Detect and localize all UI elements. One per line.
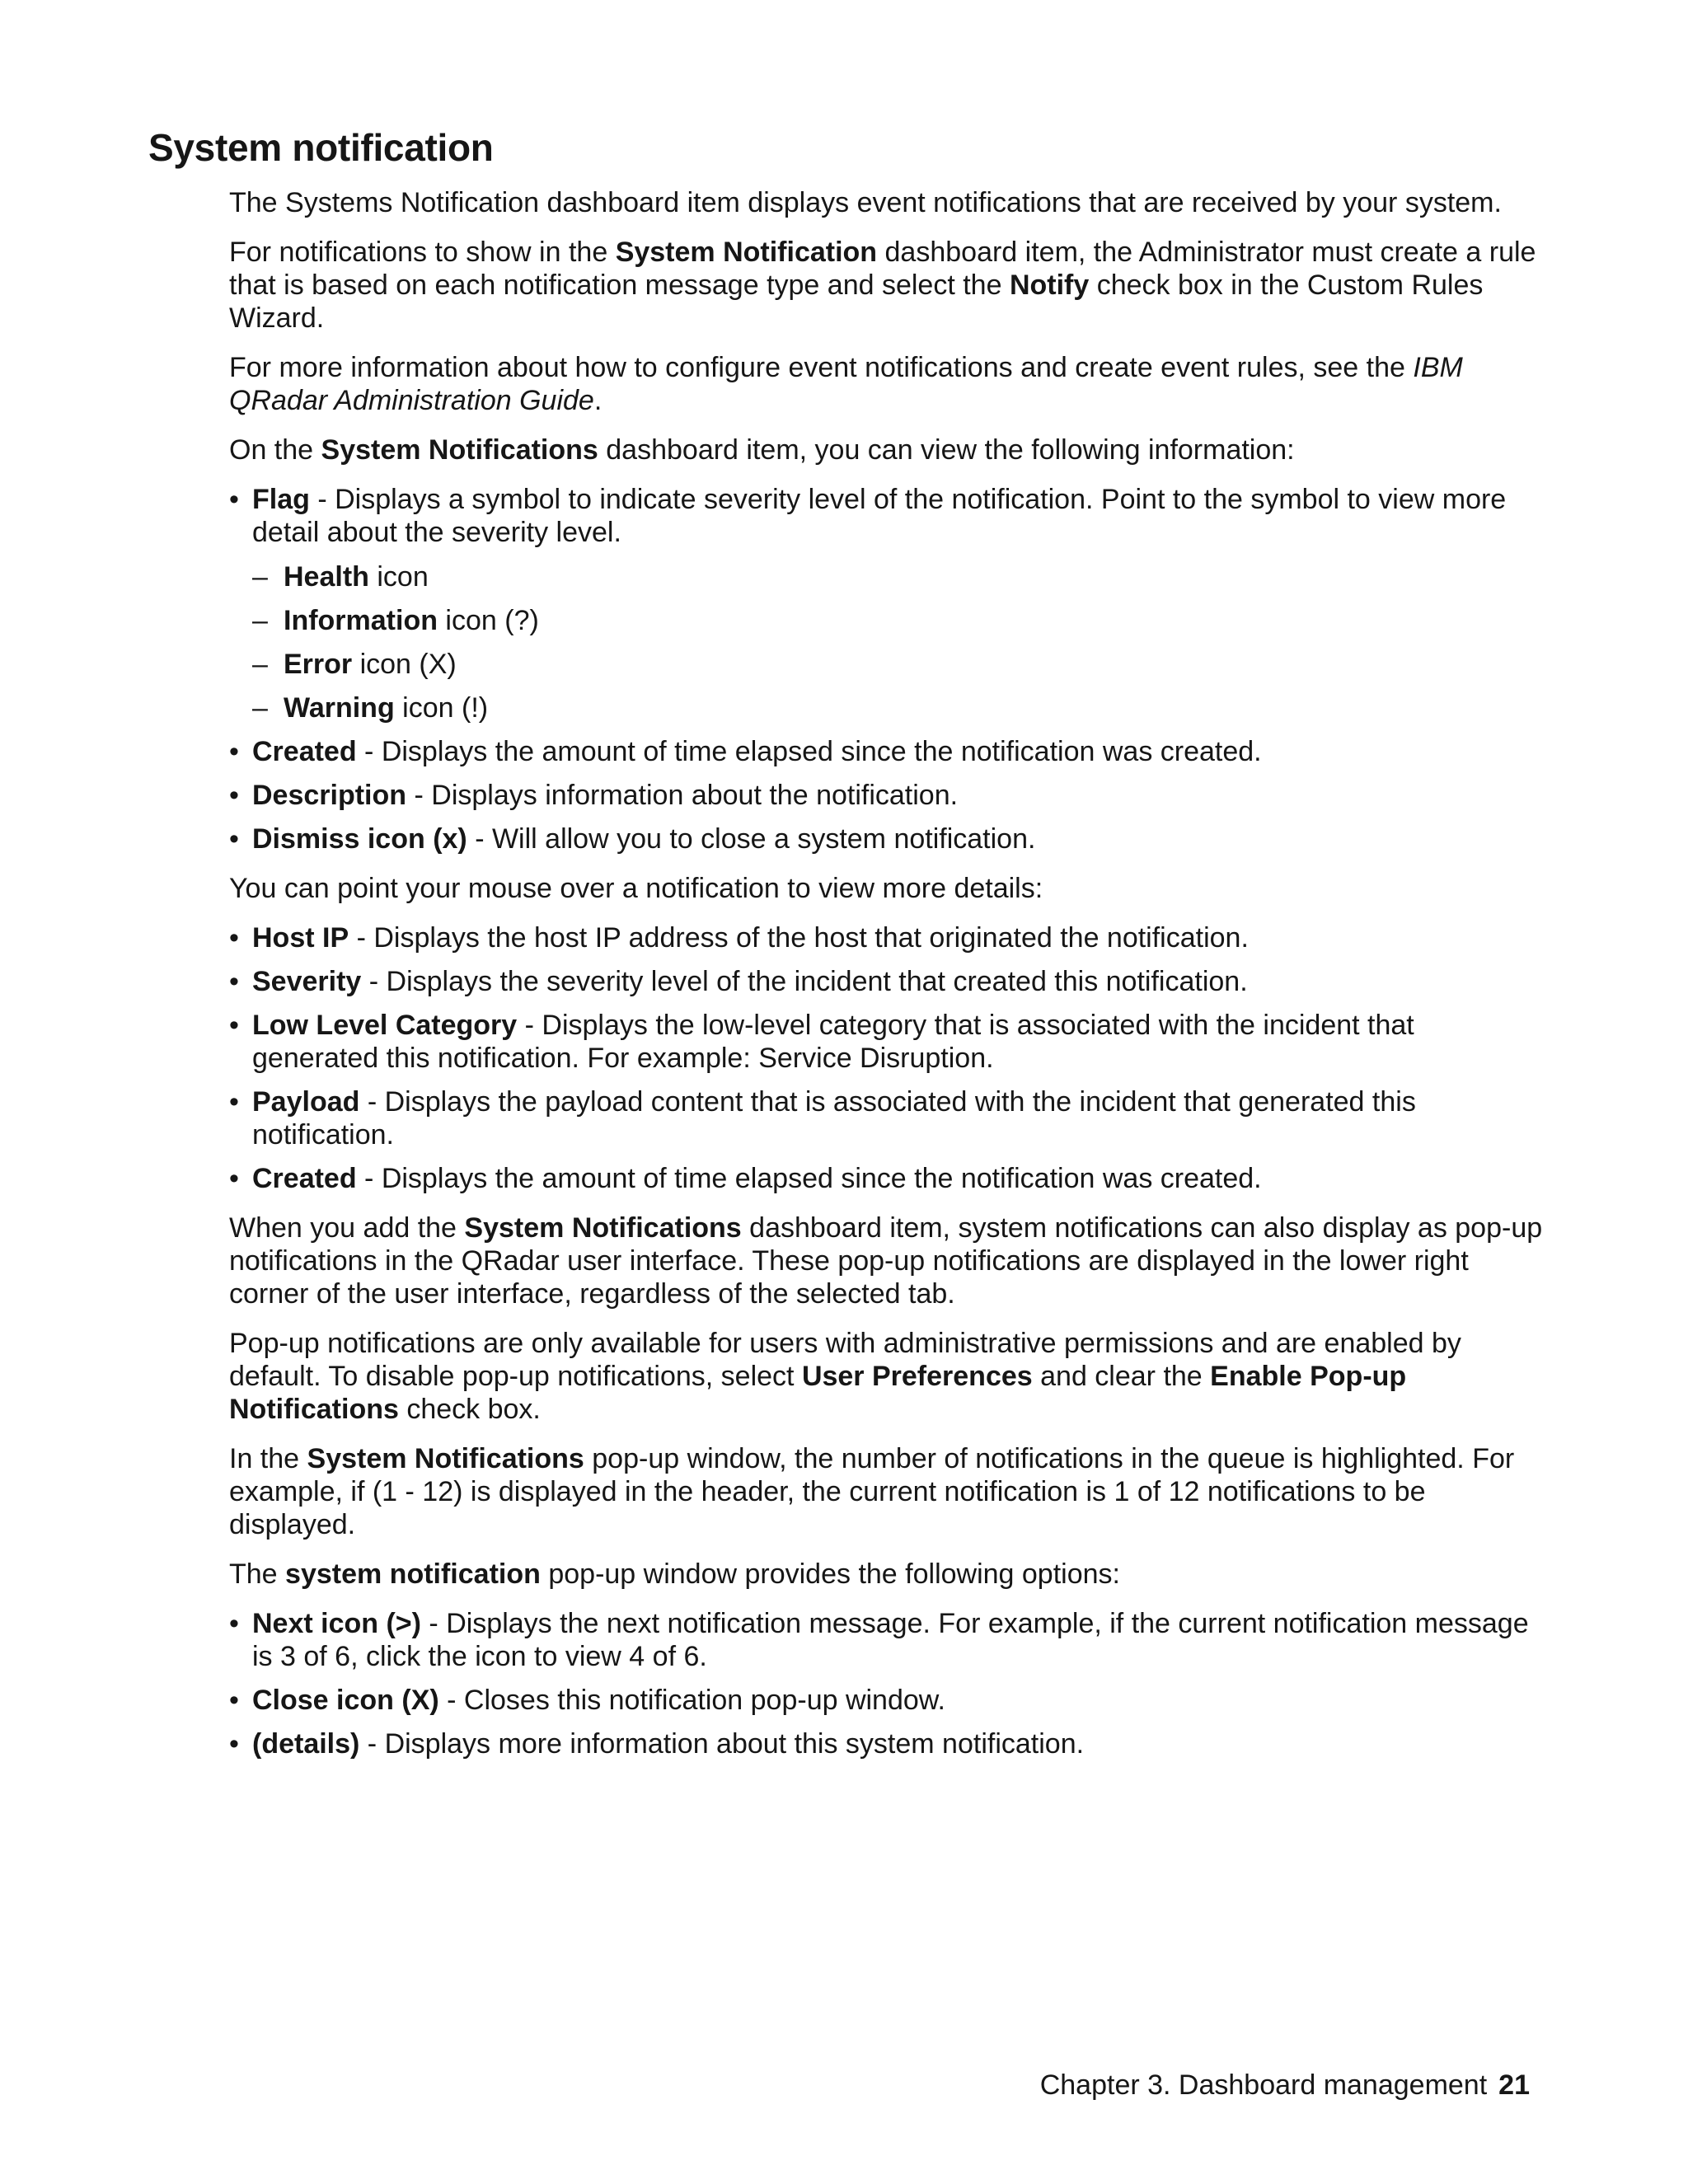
bullet-marker: • <box>229 780 239 811</box>
dash-marker: – <box>252 649 268 680</box>
hover-details-paragraph: You can point your mouse over a notification to view more details: <box>229 873 1043 904</box>
bold-term: Notify <box>1009 269 1090 301</box>
list-desc: - Closes this notification pop-up window. <box>438 1685 945 1716</box>
list-item <box>229 1727 1548 1760</box>
bold-term: System Notifications <box>307 1443 584 1474</box>
bullet-marker: • <box>229 484 239 515</box>
guide-title: IBM QRadar Administration Guide <box>229 352 1463 416</box>
bullet-marker: • <box>229 1685 239 1716</box>
list-item <box>229 823 1548 855</box>
list-term: Next icon (>) <box>252 1608 421 1639</box>
popup-options-list <box>229 1607 1548 1760</box>
bold-term: System Notifications <box>321 434 598 466</box>
bullet-marker: • <box>229 736 239 767</box>
list-term: Created <box>252 736 357 767</box>
list-term: Created <box>252 1163 357 1194</box>
hover-details-list <box>229 921 1548 1195</box>
list-item <box>229 1162 1548 1195</box>
sublist-item: – Warning icon (!) <box>252 692 489 724</box>
flag-icons-sublist <box>252 560 1548 724</box>
chapter-label: Chapter 3. Dashboard management <box>1039 2069 1488 2101</box>
bullet-marker: • <box>229 823 239 855</box>
bullet-marker: • <box>229 1086 239 1118</box>
list-term: Severity <box>252 966 362 997</box>
list-term: Payload <box>252 1086 360 1118</box>
list-item <box>229 1607 1548 1673</box>
list-desc: - Displays the host IP address of the host that originated the notification. <box>349 922 1249 954</box>
list-item <box>229 921 1548 954</box>
list-desc: - Displays more information about this system notification. <box>359 1728 1085 1760</box>
popup-paragraph: When you add the System Notifications dashboard item, system notifications can also display as pop-up notifications in the QRadar user interface. These pop-up notifications are displayed in the lower right corner of the user interface, regardless of the selected tab. <box>229 1212 1543 1310</box>
list-desc: - Displays information about the notification. <box>406 780 959 811</box>
options-intro-paragraph: The system notification pop-up window provides the following options: <box>229 1558 1120 1590</box>
list-desc: - Displays the payload content that is associated with the incident that generated this notification. <box>252 1086 1416 1151</box>
list-term: Flag <box>252 484 310 515</box>
list-item <box>229 735 1548 768</box>
section-title: System notification <box>148 126 494 169</box>
list-item <box>229 483 1548 724</box>
list-term: Host IP <box>252 922 349 954</box>
list-item <box>229 965 1548 998</box>
list-item <box>229 1009 1548 1075</box>
bullet-marker: • <box>229 1010 239 1041</box>
sublist-item: – Information icon (?) <box>252 605 539 636</box>
sublist-item: – Health icon <box>252 561 429 593</box>
list-desc: - Displays the amount of time elapsed since the notification was created. <box>356 736 1262 767</box>
bold-term: system notification <box>285 1558 541 1590</box>
bold-term: System Notifications <box>464 1212 742 1244</box>
dash-marker: – <box>252 692 268 724</box>
list-item <box>229 1085 1548 1151</box>
intro-paragraph: The Systems Notification dashboard item displays event notifications that are received by your system. <box>229 187 1502 218</box>
dash-marker: – <box>252 605 268 636</box>
list-term: (details) <box>252 1728 360 1760</box>
list-desc: - Displays the severity level of the incident that created this notification. <box>361 966 1248 997</box>
view-info-paragraph: On the System Notifications dashboard item, you can view the following information: <box>229 434 1295 466</box>
list-term: Close icon (X) <box>252 1685 439 1716</box>
bullet-marker: • <box>229 1163 239 1194</box>
queue-paragraph: In the System Notifications pop-up window, the number of notifications in the queue is highlighted. For example, if (1 - 12) is displayed in the header, the current notification is 1 of 12 notifications to be displayed. <box>229 1443 1515 1540</box>
body-content <box>229 186 1548 1777</box>
bullet-marker: • <box>229 966 239 997</box>
rule-paragraph: For notifications to show in the System Notification dashboard item, the Administrator must create a rule that is based on each notification message type and select the Notify check box in the Custom Rules Wizard. <box>229 237 1536 334</box>
dashboard-fields-list <box>229 483 1548 855</box>
list-item <box>229 779 1548 812</box>
list-desc: - Displays the amount of time elapsed since the notification was created. <box>356 1163 1262 1194</box>
bullet-marker: • <box>229 1608 239 1639</box>
list-desc: - Displays the next notification message. For example, if the current notification message is 3 of 6, click the icon to view 4 of 6. <box>252 1608 1529 1672</box>
list-desc: - Displays the low-level category that is associated with the incident that generated this notification. For example: Service Disruption. <box>252 1010 1414 1074</box>
dash-marker: – <box>252 561 268 593</box>
page-footer <box>1040 2069 1530 2102</box>
bold-term: System Notification <box>615 237 878 268</box>
list-term: Low Level Category <box>252 1010 518 1041</box>
sublist-item: – Error icon (X) <box>252 649 457 680</box>
bullet-marker: • <box>229 922 239 954</box>
bold-term: Enable Pop-up Notifications <box>229 1361 1407 1425</box>
page-number: 21 <box>1498 2069 1530 2101</box>
list-item <box>229 1684 1548 1717</box>
bold-term: User Preferences <box>801 1361 1033 1392</box>
list-term: Description <box>252 780 407 811</box>
guide-reference-paragraph: For more information about how to configure event notifications and create event rules, see the IBM QRadar Administration Guide. <box>229 352 1463 416</box>
bullet-marker: • <box>229 1728 239 1760</box>
popup-permissions-paragraph: Pop-up notifications are only available for users with administrative permissions and are enabled by default. To disable pop-up notifications, select User Preferences and clear the Enable Pop-up Notifications check box. <box>229 1328 1461 1425</box>
list-term: Dismiss icon (x) <box>252 823 467 855</box>
list-desc: - Will allow you to close a system notification. <box>467 823 1036 855</box>
list-desc: - Displays a symbol to indicate severity level of the notification. Point to the symbol to view more detail about the severity level. <box>252 484 1507 548</box>
